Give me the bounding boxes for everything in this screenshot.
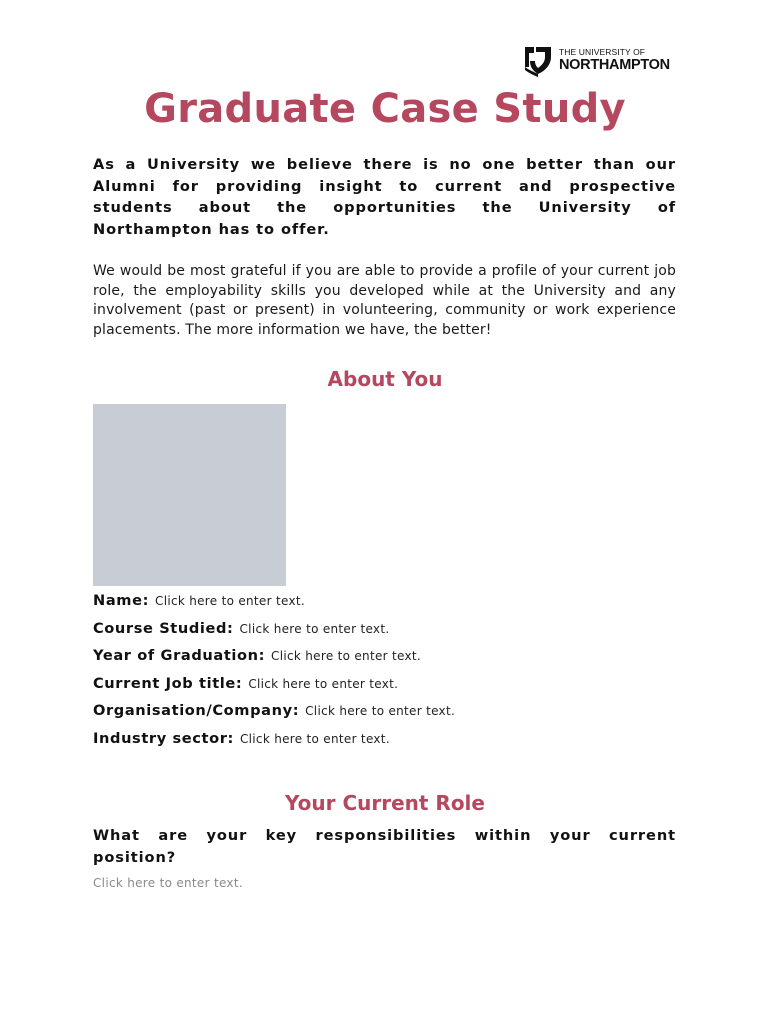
page-title: Graduate Case Study xyxy=(144,86,626,132)
name-field xyxy=(93,592,676,620)
year-of-graduation-field xyxy=(93,647,676,675)
field-label: Industry sector: xyxy=(93,729,234,747)
field-label: Year of Graduation: xyxy=(93,647,266,665)
field-label: Current Job title: xyxy=(93,674,243,692)
course-studied-input[interactable]: Click here to enter text. xyxy=(239,621,390,636)
industry-sector-field xyxy=(93,730,676,758)
field-label: Name: xyxy=(93,592,150,609)
responsibilities-input[interactable]: Click here to enter text. xyxy=(93,876,243,890)
university-logo xyxy=(521,42,681,78)
field-label: Course Studied: xyxy=(93,619,234,637)
current-role-heading: Your Current Role xyxy=(285,791,485,815)
organisation-field xyxy=(93,702,676,730)
industry-sector-input[interactable]: Click here to enter text. xyxy=(239,731,390,746)
job-title-input[interactable]: Click here to enter text. xyxy=(248,676,399,691)
name-input[interactable]: Click here to enter text. xyxy=(155,594,305,608)
year-of-graduation-input[interactable]: Click here to enter text. xyxy=(271,649,421,664)
responsibilities-question: What are your key responsibilities within your current position? xyxy=(93,827,676,866)
course-studied-field xyxy=(93,620,676,648)
field-label: Organisation/Company: xyxy=(93,702,300,720)
organisation-input[interactable]: Click here to enter text. xyxy=(305,704,456,719)
intro-bold-paragraph: As a University we believe there is no one better than our Alumni for providing insight to current and prospective students about the opportunities the University of Northampton has to offer. xyxy=(93,156,676,238)
job-title-field xyxy=(93,675,676,703)
about-fields xyxy=(93,592,676,758)
logo-line-2: NORTHAMPTON xyxy=(559,56,670,73)
about-you-heading: About You xyxy=(327,367,443,391)
photo-placeholder[interactable] xyxy=(93,404,286,586)
logo-line-1: THE UNIVERSITY OF xyxy=(559,47,646,57)
intro-body-paragraph: We would be most grateful if you are able to provide a profile of your current job role, the employability skills you developed while at the University and any involvement (past or present) in volunteering, community or work experience placements. The more information we have, the better! xyxy=(93,263,676,338)
university-crest-icon xyxy=(521,43,555,77)
